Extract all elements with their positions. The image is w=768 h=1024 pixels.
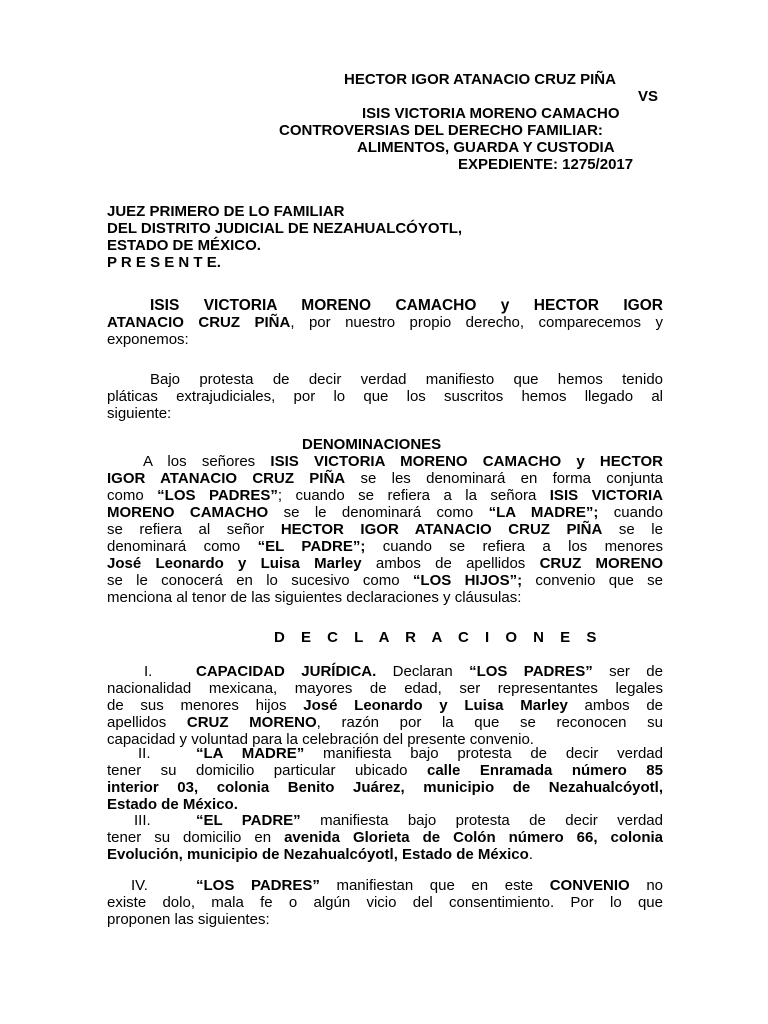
case-matter: CONTROVERSIAS DEL DERECHO FAMILIAR: [279,122,603,139]
denom-bold: MORENO CAMACHO [107,504,269,521]
denom-bold: IGOR ATANACIO CRUZ PIÑA [107,470,346,487]
addressee-presente: P R E S E N T E. [107,254,221,271]
declaracion-i-line-3 [107,698,663,714]
declaracion-iv-number: IV. [131,877,148,894]
denom-text: se refiera al señor [107,521,281,538]
declaracion-iii-line-2 [107,830,663,846]
denom-text: se le [602,521,663,538]
addressee-line-1: JUEZ PRIMERO DE LO FAMILIAR [107,203,345,220]
protesta-line-3: siguiente: [107,405,172,422]
denom-bold: ISIS VICTORIA [549,487,663,504]
declaracion-ii-line-2 [107,763,663,779]
denom-bold: “LOS HIJOS”; [412,572,523,589]
denom-text: ambos de apellidos [361,555,540,572]
decl-bold: calle Enramada número 85 [426,762,663,779]
case-file-number: EXPEDIENTE: 1275/2017 [458,156,634,173]
declaracion-i-number: I. [144,663,153,680]
denom-text: se le conocerá en lo sucesivo como [107,572,413,589]
decl-text: ambos de [567,697,663,714]
denom-bold: ISIS VICTORIA MORENO CAMACHO y HECTOR [270,453,663,470]
intro-text: , por nuestro propio derecho, comparecemos y [290,314,663,331]
declaracion-i-line-1 [196,664,663,680]
decl-text: tener su domicilio en [107,829,285,846]
decl-text: . [528,846,533,863]
declaracion-ii-line-4: Estado de México. [107,796,238,813]
decl-text: manifiestan que en este [319,877,550,894]
declaracion-iii-number: III. [134,812,151,829]
denom-line-8 [107,573,663,589]
case-party-defendant: ISIS VICTORIA MORENO CAMACHO [362,105,620,122]
declaracion-iii-line-1 [196,813,663,829]
denom-text: denominará como [107,538,258,555]
decl-bold: avenida Glorieta de Colón número 66, colonia [284,829,663,846]
decl-bold: “EL PADRE” [196,812,301,829]
declaracion-iii-line-3 [107,847,533,863]
decl-bold: “LOS PADRES” [196,877,320,894]
decl-bold: CAPACIDAD JURÍDICA. [196,663,377,680]
denom-bold: CRUZ MORENO [539,555,663,572]
denominaciones-title: DENOMINACIONES [302,436,442,453]
declaracion-i-line-4 [107,715,663,731]
intro-line-1: ISIS VICTORIA MORENO CAMACHO y HECTOR IGOR [150,297,663,314]
addressee-line-3: ESTADO DE MÉXICO. [107,237,261,254]
decl-text: no [629,877,664,894]
denom-line-7 [107,556,663,572]
denom-text: como [107,487,158,504]
decl-bold: “LA MADRE” [196,745,305,762]
case-versus: VS [638,88,659,105]
denom-text: se les denominará en forma conjunta [345,470,663,487]
declaracion-iv-line-3: proponen las siguientes: [107,911,270,928]
case-party-actor: HECTOR IGOR ATANACIO CRUZ PIÑA [344,71,616,88]
denom-line-9: menciona al tenor de las siguientes declaraciones y cláusulas: [107,589,522,606]
denom-line-2 [107,471,663,487]
decl-text: tener su domicilio particular ubicado [107,762,427,779]
denom-bold: “LA MADRE”; [488,504,599,521]
decl-bold: José Leonardo y Luisa Marley [303,697,568,714]
decl-text: , razón por la que se reconocen su [316,714,663,731]
declaracion-ii-line-1 [196,746,663,762]
denom-text: se le denominará como [268,504,489,521]
decl-bold: “LOS PADRES” [469,663,593,680]
addressee-line-2: DEL DISTRITO JUDICIAL DE NEZAHUALCÓYOTL, [107,220,463,237]
decl-text: manifiesta bajo protesta de decir verdad [304,745,663,762]
protesta-line-2: pláticas extrajudiciales, por lo que los suscritos hemos llegado al [107,388,663,405]
denom-line-6 [107,539,663,555]
denom-text: ; cuando se refiera a la señora [277,487,550,504]
declaracion-iv-line-2: existe dolo, mala fe o algún vicio del consentimiento. Por lo que [107,894,663,911]
denom-text: A los señores [143,453,271,470]
denom-bold: José Leonardo y Luisa Marley [107,555,362,572]
denom-bold: “EL PADRE”; [257,538,366,555]
intro-line-3: exponemos: [107,331,189,348]
decl-bold: CONVENIO [549,877,630,894]
denom-text: cuando [598,504,663,521]
denom-line-3 [107,488,663,504]
decl-text: de sus menores hijos [107,697,304,714]
decl-text: ser de [592,663,663,680]
decl-bold: CRUZ MORENO [186,714,317,731]
protesta-line-1: Bajo protesta de decir verdad manifiesto que hemos tenido [150,371,663,388]
decl-text: manifiesta bajo protesta de decir verdad [300,812,663,829]
declaracion-ii-line-3: interior 03, colonia Benito Juárez, municipio de Nezahualcóyotl, [107,779,663,796]
denom-line-4 [107,505,663,521]
intro-line-2 [107,315,663,331]
declaraciones-title: D E C L A R A C I O N E S [274,629,603,646]
decl-bold: Evolución, municipio de Nezahualcóyotl, Estado de México [107,846,529,863]
denom-text: cuando se refiera a los menores [365,538,664,555]
denom-bold: “LOS PADRES” [157,487,278,504]
denom-bold: HECTOR IGOR ATANACIO CRUZ PIÑA [280,521,603,538]
intro-parties: ATANACIO CRUZ PIÑA [107,314,291,331]
declaracion-i-line-2: nacionalidad mexicana, mayores de edad, ser representantes legales [107,680,663,697]
denom-text: convenio que se [522,572,664,589]
denom-line-1 [143,454,663,470]
case-submatter: ALIMENTOS, GUARDA Y CUSTODIA [357,139,615,156]
decl-text: apellidos [107,714,187,731]
decl-text: Declaran [376,663,470,680]
denom-line-5 [107,522,663,538]
declaracion-iv-line-1 [196,878,663,894]
declaracion-i-line-5: capacidad y voluntad para la celebración del presente convenio. [107,731,534,748]
declaracion-ii-number: II. [138,745,151,762]
